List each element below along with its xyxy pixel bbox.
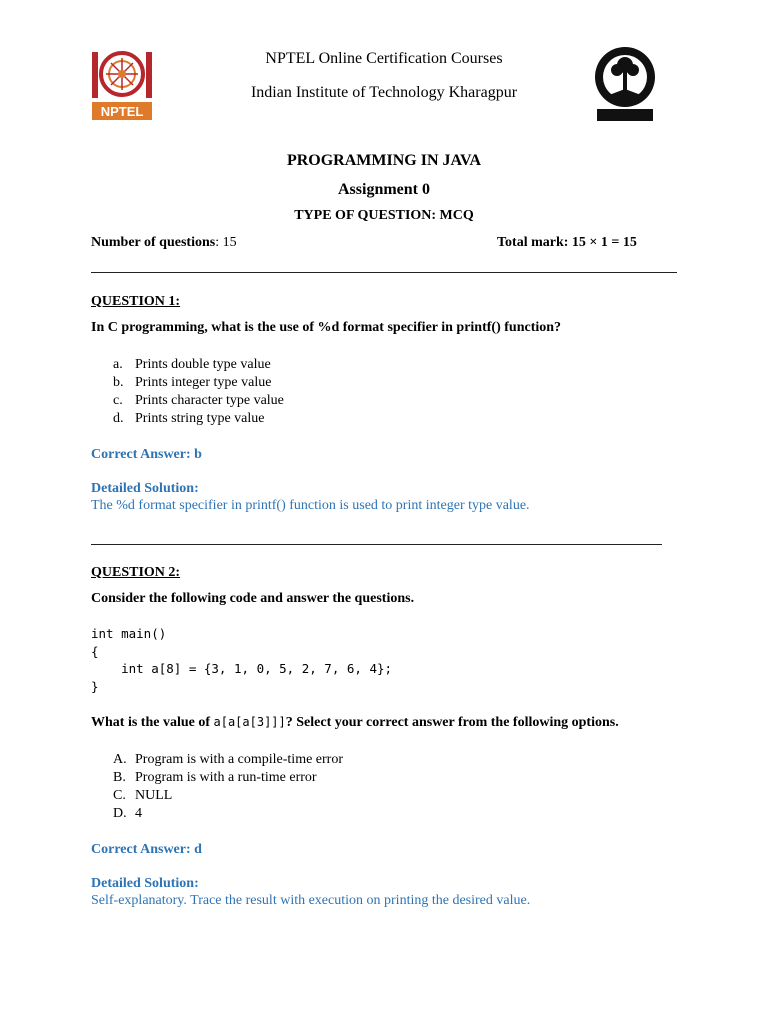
header-institute-name: Indian Institute of Technology Kharagpur [250,84,518,101]
question-2-heading: QUESTION 2: [91,565,181,580]
question-1-solution: The %d format specifier in printf() function is used to print integer type value. [91,498,530,513]
question-1-correct-answer: Correct Answer: b [91,447,202,462]
divider [91,272,677,273]
total-mark: Total mark: 15 × 1 = 15 [497,235,637,250]
inline-code: a[a[a[3]]] [213,715,286,729]
question-1-solution-label: Detailed Solution: [91,481,199,496]
option: D. 4 [113,806,142,821]
nptel-logo-text: NPTEL [100,104,144,119]
question-1-text: In C programming, what is the use of %d format specifier in printf() function? [91,320,562,335]
assignment-title: Assignment 0 [337,181,430,198]
question-2-ask: What is the value of a[a[a[3]]]? Select your correct answer from the following options. [91,715,619,730]
option: c. Prints character type value [113,393,284,408]
divider [91,544,662,545]
option: B. Program is with a run-time error [113,770,317,785]
question-type: TYPE OF QUESTION: MCQ [294,208,474,223]
question-2-solution: Self-explanatory. Trace the result with execution on printing the desired value. [91,893,531,908]
option: b. Prints integer type value [113,375,272,390]
num-questions-label: Number of questions [91,235,216,250]
option: d. Prints string type value [113,411,265,426]
option: C. NULL [113,788,173,803]
question-1-options [113,356,284,428]
question-2-text: Consider the following code and answer the questions. [91,591,415,606]
question-1-heading: QUESTION 1: [91,294,181,309]
option: A. Program is with a compile-time error [113,752,343,767]
number-of-questions [91,235,237,251]
num-questions-value: : 15 [215,235,237,250]
option: a. Prints double type value [113,357,271,372]
course-title: PROGRAMMING IN JAVA [286,152,482,169]
question-2-correct-answer: Correct Answer: d [91,842,202,857]
header-org-name: NPTEL Online Certification Courses [265,50,503,67]
question-2-solution-label: Detailed Solution: [91,876,199,891]
code-block: int main() { int a[8] = {3, 1, 0, 5, 2, 7, 6, 4}; } [91,626,393,694]
question-2-options [113,751,343,823]
